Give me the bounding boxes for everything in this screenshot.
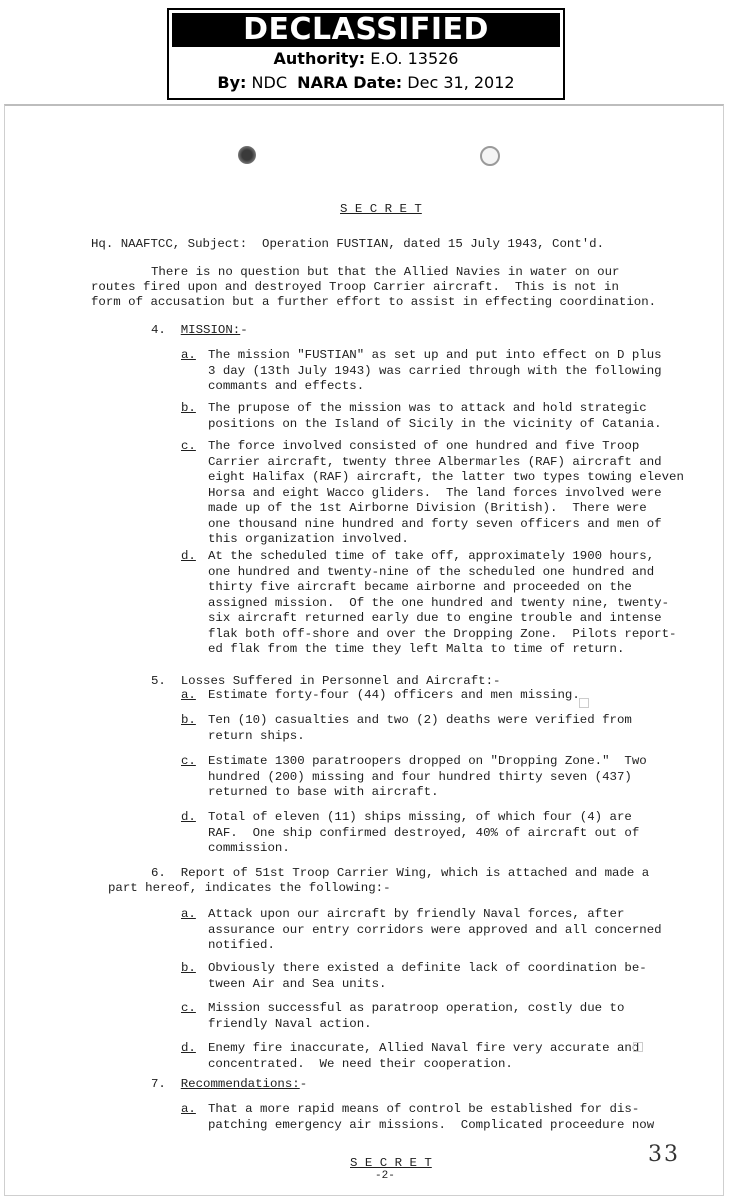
by-label: By: <box>217 73 247 92</box>
section-4-item-letter: a. <box>181 348 196 362</box>
stamp-title: DECLASSIFIED <box>172 13 560 47</box>
section-5-item-line: commission. <box>208 841 290 855</box>
section-4-title: MISSION: <box>180 323 241 337</box>
section-5-item-line: Ten (10) casualties and two (2) deaths were verified from <box>208 713 632 727</box>
section-4-item-line: Horsa and eight Wacco gliders. The land forces involved were <box>208 485 662 500</box>
section-7-item-line: That a more rapid means of control be established for dis- <box>208 1102 640 1116</box>
nara-date-label: NARA Date: <box>297 73 403 92</box>
section-4-item-line: thirty five aircraft became airborne and proceeded on the <box>208 580 632 594</box>
document-page <box>4 104 724 1196</box>
authority-label: Authority: <box>273 49 366 68</box>
section-5-item-line: RAF. One ship confirmed destroyed, 40% of aircraft out of <box>208 825 640 840</box>
section-7-item-letter: a. <box>181 1102 196 1116</box>
section-6-item-line: assurance our entry corridors were approved and all concerned <box>208 922 662 937</box>
section-4-item-line: this organization involved. <box>208 532 409 546</box>
section-4-item-line: commants and effects. <box>208 379 365 393</box>
intro-line-2: routes fired upon and destroyed Troop Carrier aircraft. This is not in <box>91 280 619 294</box>
section-4-item-line: Carrier aircraft, twenty three Albermarles (RAF) aircraft and <box>208 454 662 469</box>
section-4-item-line: eight Halifax (RAF) aircraft, the latter two types towing eleven <box>208 470 684 484</box>
section-5-item-letter: a. <box>181 688 196 702</box>
intro-line-3: form of accusation but a further effort to assist in effecting coordination. <box>91 295 657 309</box>
section-5-item-line: returned to base with aircraft. <box>208 785 439 799</box>
scan-mark <box>633 1042 643 1052</box>
section-4-item-line: one hundred and twenty-nine of the scheduled one hundred and <box>208 564 655 579</box>
section-4-item-line: one thousand nine hundred and forty seven officers and men of <box>208 516 662 531</box>
section-5-heading: 5. Losses Suffered in Personnel and Aircraft:- <box>151 674 501 688</box>
section-5-item-line: hundred (200) missing and four hundred thirty seven (437) <box>208 769 632 784</box>
section-5-item-letter: d. <box>181 810 196 824</box>
section-4-item-line: six aircraft returned early due to engine trouble and intense <box>208 611 662 625</box>
section-6-line-2: part hereof, indicates the following:- <box>108 881 391 895</box>
section-6-item-letter: c. <box>181 1001 196 1015</box>
authority-value: E.O. 13526 <box>370 49 459 68</box>
section-6-item-line: Mission successful as paratroop operation, costly due to <box>208 1001 625 1015</box>
section-4-title-suffix: - <box>240 323 248 337</box>
section-6-item-line: Enemy fire inaccurate, Allied Naval fire very accurate and <box>208 1041 640 1055</box>
by-value: NDC <box>251 73 287 92</box>
section-6-item-letter: b. <box>181 961 196 975</box>
section-4-item-line: At the scheduled time of take off, approximately 1900 hours, <box>208 549 655 563</box>
page-number: -2- <box>375 1170 395 1182</box>
section-4-item-line: The mission "FUSTIAN" as set up and put into effect on D plus <box>208 348 662 362</box>
section-5-item-line: Estimate 1300 paratroopers dropped on "Dropping Zone." Two <box>208 754 647 768</box>
section-4-item-letter: c. <box>181 439 196 453</box>
section-7-heading <box>151 1077 307 1093</box>
nara-date-value: Dec 31, 2012 <box>407 73 515 92</box>
section-4-item-line: 3 day (13th July 1943) was carried through with the following <box>208 363 662 378</box>
classification-bottom: S E C R E T <box>350 1156 432 1170</box>
section-5-item-line: return ships. <box>208 728 305 743</box>
section-7-title: Recommendations: <box>180 1077 300 1091</box>
section-4-item-line: The force involved consisted of one hundred and five Troop <box>208 439 640 453</box>
intro-line-1: There is no question but that the Allied Navies in water on our <box>151 265 620 279</box>
stamp-by-date <box>169 71 563 95</box>
section-6-item-line: Obviously there existed a definite lack of coordination be- <box>208 961 647 975</box>
section-4-heading <box>151 323 248 339</box>
section-6-item-letter: a. <box>181 907 196 921</box>
section-4-item-line: made up of the 1st Airborne Division (British). There were <box>208 501 647 515</box>
section-4-number: 4. <box>151 323 166 337</box>
classification-top: S E C R E T <box>340 202 422 216</box>
section-6-item-line: concentrated. We need their cooperation. <box>208 1056 513 1071</box>
section-4-item-line: positions on the Island of Sicily in the vicinity of Catania. <box>208 416 662 431</box>
section-5-item-line: Estimate forty-four (44) officers and men missing. <box>208 688 580 702</box>
punch-hole-left <box>238 146 256 164</box>
section-4-item-line: assigned mission. Of the one hundred and twenty nine, twenty- <box>208 595 670 610</box>
section-4-item-line: The prupose of the mission was to attack and hold strategic <box>208 401 647 415</box>
section-6-line-1: 6. Report of 51st Troop Carrier Wing, which is attached and made a <box>151 866 650 880</box>
scan-mark <box>579 698 589 708</box>
punch-hole-right <box>480 146 500 166</box>
section-7-title-suffix: - <box>299 1077 308 1091</box>
declassification-stamp <box>167 8 565 100</box>
subject-line: Hq. NAAFTCC, Subject: Operation FUSTIAN, dated 15 July 1943, Cont'd. <box>91 237 605 251</box>
section-7-number: 7. <box>151 1077 166 1091</box>
section-4-item-letter: b. <box>181 401 196 415</box>
section-5-item-line: Total of eleven (11) ships missing, of which four (4) are <box>208 810 632 824</box>
section-4-item-letter: d. <box>181 549 196 563</box>
section-4-item-line: flak both off-shore and over the Dropping Zone. Pilots report- <box>208 626 677 641</box>
section-6-item-line: tween Air and Sea units. <box>208 976 387 991</box>
section-6-item-line: notified. <box>208 938 275 952</box>
section-5-item-letter: b. <box>181 713 196 727</box>
section-5-item-letter: c. <box>181 754 196 768</box>
handwritten-page-number: 33 <box>648 1142 680 1167</box>
stamp-authority <box>169 47 563 71</box>
section-6-item-line: friendly Naval action. <box>208 1016 372 1031</box>
section-6-item-line: Attack upon our aircraft by friendly Naval forces, after <box>208 907 625 921</box>
section-7-item-line: patching emergency air missions. Complicated proceedure now <box>208 1117 655 1132</box>
section-6-item-letter: d. <box>181 1041 196 1055</box>
section-4-item-line: ed flak from the time they left Malta to time of return. <box>208 642 625 656</box>
